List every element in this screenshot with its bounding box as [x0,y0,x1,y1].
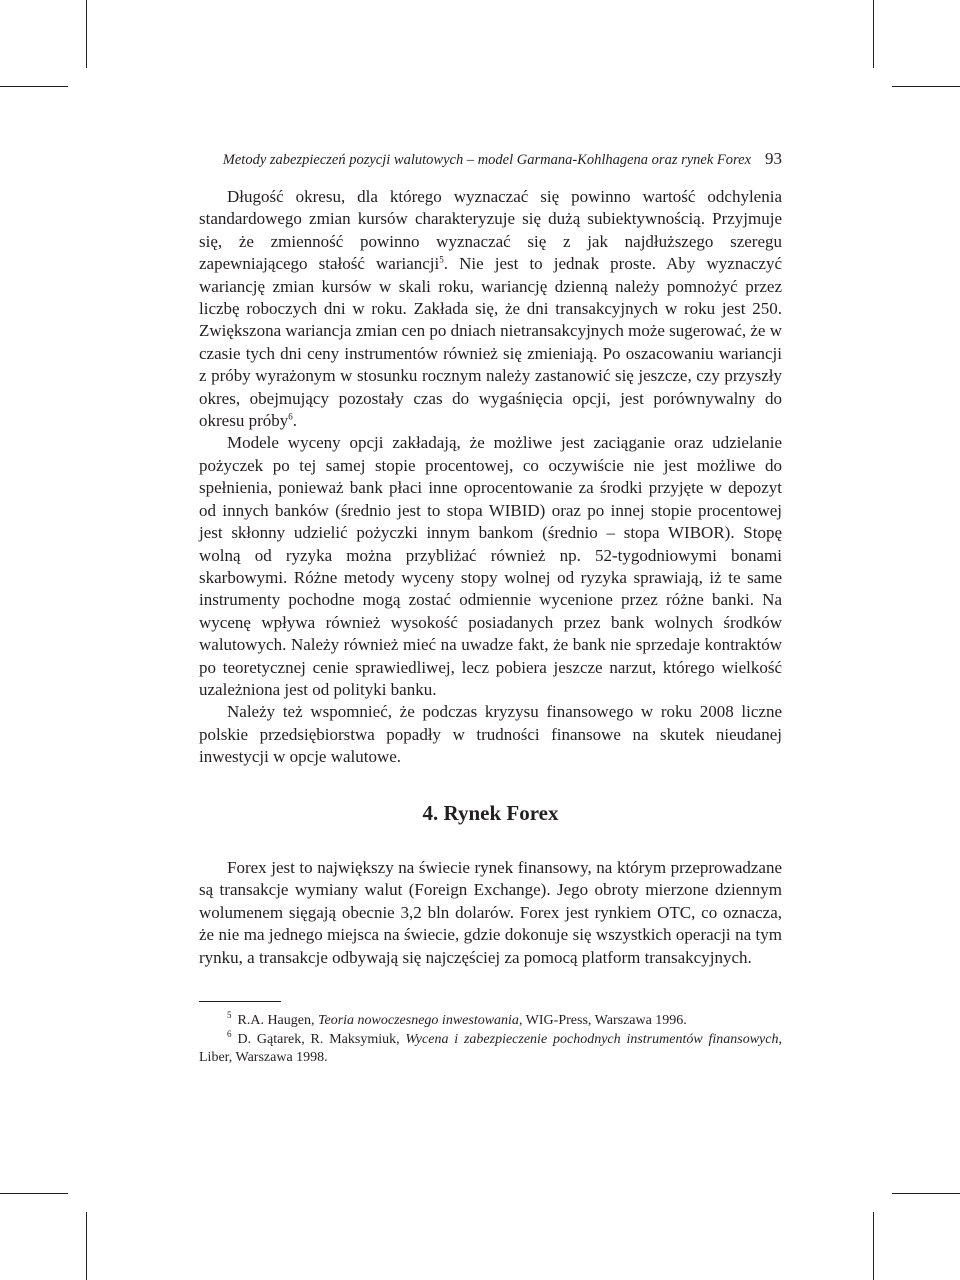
crop-mark [0,86,68,87]
paragraph: Forex jest to największy na świecie rynek finansowy, na którym przeprowadzane są transakcje wymiany walut (Foreign Exchange). Jego obroty mierzone dziennym wolumenem sięgają obecnie 3,2 bln dolarów. Forex jest rynkiem OTC, co oznacza, że nie ma jednego miejsca na świecie, gdzie dokonuje się wszystkich operacji na tym rynku, a transakcje odbywają się najczęściej za pomocą platform transakcyjnych. [199,858,782,967]
footnote-separator [199,1001,281,1002]
footnote-author: R.A. Haugen, [237,1013,318,1028]
footnote [199,1028,782,1068]
paragraph-text: . Nie jest to jednak proste. Aby wyznaczyć wariancję zmian kursów w skali roku, wariancję dzienną należy pomnożyć przez liczbę roboczych dni w roku. Zakłada się, że dni transakcyjnych w roku jest 250. Zwiększona wariancja zmian cen po dniach nietransakcyjnych może sugerować, że w czasie tych dni ceny instrumentów również się zmieniają. Po oszacowaniu wariancji z próby wyrażonym w stosunku rocznym należy zastanowić się jeszcze, czy przyszły okres, obejmujący pozostały czas do wygaśnięcia opcji, jest porównywalny do okresu próby [199,254,782,431]
footnote-number: 6 [227,1028,232,1039]
crop-mark [873,1212,874,1280]
crop-mark [0,1193,68,1194]
page-number: 93 [765,149,782,168]
footnote-title: Wycena i zabezpieczenie pochodnych instrumentów finansowych [405,1031,779,1047]
running-title: Metody zabezpieczeń pozycji walutowych – model Garmana-Kohlhagena oraz rynek Forex [222,152,751,168]
paragraph-text: Długość okresu, dla którego wyznaczać się powinno wartość odchylenia standardowego zmian kursów charakteryzuje się dużą subiektywnością. Przyjmuje się, że zmienność powinno wyznaczać się z jak najdłuższego szeregu zapewniającego stałość wariancji [199,187,782,274]
section-heading: 4. Rynek Forex [422,801,559,825]
footnote-title: Teoria nowoczesnego inwestowania [318,1013,519,1028]
body-text [199,186,782,769]
footnote [199,1012,782,1031]
paragraph [199,186,782,432]
footnotes [199,1012,782,1068]
crop-mark [873,0,874,68]
crop-mark [86,0,87,68]
crop-mark [892,1193,960,1194]
footnote-ref: 6 [288,411,293,422]
crop-mark [86,1212,87,1280]
running-header [199,148,782,172]
footnote-publisher: , WIG-Press, Warszawa 1996. [518,1013,687,1028]
footnote-ref: 5 [439,254,444,265]
paragraph: Należy też wspomnieć, że podczas kryzysu finansowego w roku 2008 liczne polskie przedsiębiorstwa popadły w trudności finansowe na skutek nieudanej inwestycji w opcje walutowe. [199,702,782,767]
crop-mark [892,86,960,87]
section-body [199,857,782,969]
paragraph: Modele wyceny opcji zakładają, że możliwe jest zaciąganie oraz udzielanie pożyczek po tej samej stopie procentowej, co oczywiście nie jest możliwe do spełnienia, ponieważ bank płaci inne oprocentowanie za środki przyjęte w depozyt od innych banków (średnio jest to stopa WIBID) oraz po innej stopie procentowej jest skłonny udzielić pożyczki innym bankom (średnio – stopa WIBOR). Stopę wolną od ryzyka można przybliżać również np. 52-tygodniowymi bonami skarbowymi. Różne metody wyceny stopy wolnej od ryzyka sprawiają, iż te same instrumenty pochodne mogą zostać odmiennie wycenione przez różne banki. Na wycenę wpływa również wysokość posiadanych przez bank wolnych środków walutowych. Należy również mieć na uwadze fakt, że bank nie sprzedaje kontraktów po teoretycznej cenie sprawiedliwej, lecz pobiera jeszcze narzut, którego wielkość uzależniona jest od polityki banku. [199,433,782,699]
paragraph-text: . [292,411,297,431]
footnote-publisher: , Liber, Warszawa 1998. [199,1031,782,1065]
footnote-number: 5 [227,1010,232,1021]
footnote-author: D. Gątarek, R. Maksymiuk, [237,1031,406,1047]
